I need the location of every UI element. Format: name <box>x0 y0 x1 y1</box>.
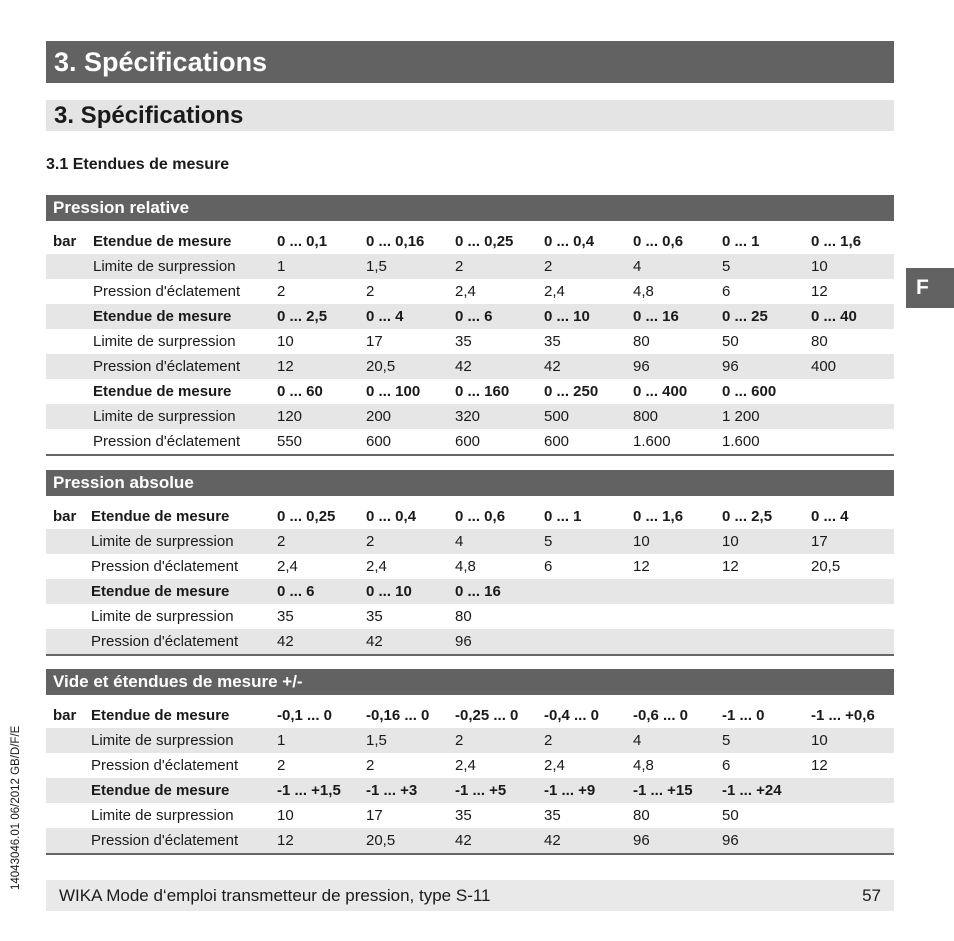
subsection-heading: 3.1 Etendues de mesure <box>46 156 230 173</box>
value-cell: 12 <box>811 757 828 774</box>
value-cell: 2,4 <box>366 558 387 575</box>
page-title: 3. Spécifications <box>46 41 894 83</box>
value-cell: 0 ... 4 <box>811 508 849 525</box>
row-label: Etendue de mesure <box>93 383 232 400</box>
value-cell: 2 <box>455 732 464 749</box>
value-cell: 0 ... 1 <box>722 233 760 250</box>
value-cell: 400 <box>811 358 837 375</box>
value-cell: 35 <box>544 807 561 824</box>
row-label: Limite de surpression <box>93 258 236 275</box>
value-cell: -1 ... +3 <box>366 782 418 799</box>
value-cell: 2 <box>277 533 286 550</box>
value-cell: 0 ... 40 <box>811 308 857 325</box>
value-cell: 0 ... 0,25 <box>277 508 336 525</box>
value-cell: -1 ... +9 <box>544 782 596 799</box>
value-cell: 1,5 <box>366 258 387 275</box>
value-cell: 0 ... 160 <box>455 383 510 400</box>
value-cell: 35 <box>366 608 383 625</box>
value-cell: 5 <box>722 258 731 275</box>
row-label: Limite de surpression <box>91 533 234 550</box>
value-cell: 2 <box>366 757 375 774</box>
value-cell: 600 <box>544 433 570 450</box>
value-cell: 10 <box>811 732 828 749</box>
table-row <box>46 803 894 828</box>
value-cell: 1 <box>277 258 286 275</box>
value-cell: 5 <box>722 732 731 749</box>
value-cell: 0 ... 0,4 <box>366 508 417 525</box>
row-label: Limite de surpression <box>93 333 236 350</box>
table-row <box>46 279 894 304</box>
value-cell: 5 <box>544 533 553 550</box>
value-cell: 4 <box>633 732 642 749</box>
table-row <box>46 229 894 254</box>
value-cell: 42 <box>455 358 472 375</box>
value-cell: 0 ... 16 <box>633 308 679 325</box>
table-row <box>46 429 894 454</box>
row-label: Etendue de mesure <box>93 233 232 250</box>
row-label: Limite de surpression <box>91 732 234 749</box>
value-cell: 0 ... 1,6 <box>633 508 684 525</box>
value-cell: 2,4 <box>544 757 565 774</box>
value-cell: 42 <box>366 633 383 650</box>
value-cell: 42 <box>544 832 561 849</box>
footer-text: WIKA Mode d‘emploi transmetteur de pression, type S-11 <box>59 886 491 905</box>
row-label: Etendue de mesure <box>91 508 230 525</box>
row-label: Pression d'éclatement <box>91 757 239 774</box>
value-cell: -1 ... +15 <box>633 782 693 799</box>
value-cell: 80 <box>455 608 472 625</box>
table-row <box>46 579 894 604</box>
unit-cell: bar <box>53 707 77 724</box>
value-cell: 6 <box>544 558 553 575</box>
section-vide <box>46 669 894 855</box>
value-cell: 35 <box>455 807 472 824</box>
value-cell: 35 <box>277 608 294 625</box>
value-cell: 0 ... 10 <box>544 308 590 325</box>
value-cell: 200 <box>366 408 392 425</box>
value-cell: 0 ... 1 <box>544 508 582 525</box>
row-label: Pression d'éclatement <box>91 558 239 575</box>
value-cell: 0 ... 600 <box>722 383 777 400</box>
value-cell: 10 <box>811 258 828 275</box>
table-row <box>46 728 894 753</box>
value-cell: 2 <box>544 732 553 749</box>
value-cell: 96 <box>633 832 650 849</box>
section-pression-absolue <box>46 470 894 656</box>
value-cell: 1,5 <box>366 732 387 749</box>
spec-table <box>46 504 894 656</box>
value-cell: 10 <box>277 333 294 350</box>
value-cell: 2,4 <box>455 757 476 774</box>
unit-cell: bar <box>53 508 77 525</box>
value-cell: 0 ... 6 <box>277 583 315 600</box>
value-cell: 12 <box>277 358 294 375</box>
value-cell: 42 <box>277 633 294 650</box>
row-label: Limite de surpression <box>91 608 234 625</box>
table-row <box>46 379 894 404</box>
value-cell: 0 ... 4 <box>366 308 404 325</box>
row-label: Etendue de mesure <box>91 782 230 799</box>
value-cell: 0 ... 0,4 <box>544 233 595 250</box>
value-cell: 6 <box>722 757 731 774</box>
row-label: Pression d'éclatement <box>91 832 239 849</box>
value-cell: 0 ... 10 <box>366 583 412 600</box>
value-cell: 800 <box>633 408 659 425</box>
value-cell: -1 ... 0 <box>722 707 765 724</box>
value-cell: -1 ... +1,5 <box>277 782 341 799</box>
language-tab: F <box>906 268 954 308</box>
value-cell: 10 <box>722 533 739 550</box>
table-row <box>46 254 894 279</box>
value-cell: 50 <box>722 807 739 824</box>
value-cell: 0 ... 0,25 <box>455 233 514 250</box>
value-cell: 12 <box>277 832 294 849</box>
value-cell: 35 <box>544 333 561 350</box>
value-cell: 1 <box>277 732 286 749</box>
spec-table <box>46 703 894 855</box>
value-cell: 0 ... 250 <box>544 383 599 400</box>
value-cell: -0,25 ... 0 <box>455 707 519 724</box>
table-row <box>46 629 894 654</box>
value-cell: 0 ... 16 <box>455 583 501 600</box>
value-cell: 96 <box>633 358 650 375</box>
table-row <box>46 828 894 853</box>
value-cell: 1.600 <box>633 433 671 450</box>
value-cell: 0 ... 6 <box>455 308 493 325</box>
page-footer <box>46 880 894 911</box>
value-cell: 0 ... 0,1 <box>277 233 328 250</box>
value-cell: 2 <box>366 283 375 300</box>
row-label: Limite de surpression <box>93 408 236 425</box>
table-row <box>46 554 894 579</box>
value-cell: -0,16 ... 0 <box>366 707 430 724</box>
value-cell: 12 <box>633 558 650 575</box>
row-label: Etendue de mesure <box>93 308 232 325</box>
value-cell: 0 ... 60 <box>277 383 323 400</box>
value-cell: -1 ... +0,6 <box>811 707 875 724</box>
table-row <box>46 504 894 529</box>
value-cell: 4 <box>633 258 642 275</box>
value-cell: 42 <box>455 832 472 849</box>
value-cell: 120 <box>277 408 303 425</box>
value-cell: 550 <box>277 433 303 450</box>
value-cell: 600 <box>455 433 481 450</box>
value-cell: 1 200 <box>722 408 760 425</box>
value-cell: 0 ... 0,6 <box>633 233 684 250</box>
value-cell: 2,4 <box>277 558 298 575</box>
value-cell: 0 ... 0,16 <box>366 233 425 250</box>
page-number: 57 <box>862 886 881 905</box>
table-row <box>46 354 894 379</box>
value-cell: 17 <box>811 533 828 550</box>
value-cell: 4 <box>455 533 464 550</box>
table-row <box>46 604 894 629</box>
section-pression-relative <box>46 195 894 456</box>
value-cell: -1 ... +24 <box>722 782 782 799</box>
value-cell: 0 ... 100 <box>366 383 421 400</box>
value-cell: 35 <box>455 333 472 350</box>
value-cell: 80 <box>633 807 650 824</box>
value-cell: 1.600 <box>722 433 760 450</box>
value-cell: 0 ... 1,6 <box>811 233 862 250</box>
value-cell: -0,1 ... 0 <box>277 707 333 724</box>
value-cell: -1 ... +5 <box>455 782 507 799</box>
value-cell: 2 <box>544 258 553 275</box>
value-cell: 2 <box>455 258 464 275</box>
value-cell: 0 ... 25 <box>722 308 768 325</box>
page-subtitle: 3. Spécifications <box>46 100 894 131</box>
value-cell: 80 <box>633 333 650 350</box>
table-row <box>46 304 894 329</box>
value-cell: 20,5 <box>366 832 396 849</box>
value-cell: 2,4 <box>544 283 565 300</box>
value-cell: 96 <box>722 832 739 849</box>
value-cell: -0,6 ... 0 <box>633 707 689 724</box>
table-row <box>46 778 894 803</box>
table-row <box>46 329 894 354</box>
document-code: 14043046.01 06/2012 GB/D/F/E <box>10 725 22 890</box>
value-cell: 96 <box>722 358 739 375</box>
value-cell: 4,8 <box>455 558 476 575</box>
value-cell: 0 ... 2,5 <box>277 308 328 325</box>
value-cell: 2 <box>277 283 286 300</box>
section-title: Vide et étendues de mesure +/- <box>46 669 894 695</box>
value-cell: 0 ... 2,5 <box>722 508 773 525</box>
value-cell: 80 <box>811 333 828 350</box>
table-row <box>46 529 894 554</box>
value-cell: 500 <box>544 408 570 425</box>
value-cell: 0 ... 400 <box>633 383 688 400</box>
value-cell: 2 <box>366 533 375 550</box>
spec-table <box>46 229 894 456</box>
row-label: Pression d'éclatement <box>93 358 241 375</box>
value-cell: 42 <box>544 358 561 375</box>
value-cell: 17 <box>366 807 383 824</box>
value-cell: 4,8 <box>633 757 654 774</box>
row-label: Pression d'éclatement <box>93 283 241 300</box>
row-label: Pression d'éclatement <box>93 433 241 450</box>
value-cell: 320 <box>455 408 481 425</box>
value-cell: 96 <box>455 633 472 650</box>
row-label: Etendue de mesure <box>91 707 230 724</box>
row-label: Pression d'éclatement <box>91 633 239 650</box>
table-row <box>46 404 894 429</box>
table-row <box>46 753 894 778</box>
row-label: Limite de surpression <box>91 807 234 824</box>
unit-cell: bar <box>53 233 77 250</box>
value-cell: 2,4 <box>455 283 476 300</box>
value-cell: 0 ... 0,6 <box>455 508 506 525</box>
value-cell: 10 <box>633 533 650 550</box>
value-cell: 12 <box>811 283 828 300</box>
row-label: Etendue de mesure <box>91 583 230 600</box>
value-cell: 20,5 <box>811 558 841 575</box>
value-cell: 6 <box>722 283 731 300</box>
value-cell: 2 <box>277 757 286 774</box>
value-cell: 50 <box>722 333 739 350</box>
value-cell: 17 <box>366 333 383 350</box>
value-cell: -0,4 ... 0 <box>544 707 600 724</box>
section-title: Pression relative <box>46 195 894 221</box>
value-cell: 600 <box>366 433 392 450</box>
section-title: Pression absolue <box>46 470 894 496</box>
value-cell: 12 <box>722 558 739 575</box>
value-cell: 20,5 <box>366 358 396 375</box>
table-row <box>46 703 894 728</box>
value-cell: 10 <box>277 807 294 824</box>
value-cell: 4,8 <box>633 283 654 300</box>
